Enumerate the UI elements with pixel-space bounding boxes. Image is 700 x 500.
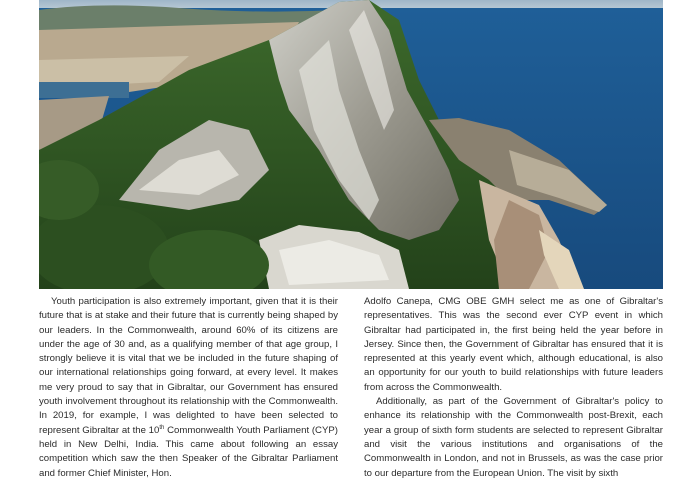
- paragraph-text: Youth participation is also extremely important, given that it is their future that is at stake and their future that is currently being shaped by our leaders. In the Commonwealth, around 60% of its citizens are under the age of 30 and, as a qualifying member of that age group, I strongly believe it is vital that we be included in the future shaping of our international relationships going forward, at every level. It makes me very proud to say that in Gibraltar, our Government has ensured youth involvement throughout its relationship with the Commonwealth. In 2019, for example, I was delighted to have been selected to represent Gibraltar at the 10: [39, 296, 338, 436]
- left-column: [39, 295, 338, 500]
- gibraltar-rock-photo: [39, 0, 663, 289]
- superscript: th: [159, 424, 165, 431]
- article-body: [39, 295, 663, 500]
- right-column: [364, 295, 663, 500]
- paragraph: [39, 295, 338, 481]
- gibraltar-rock-landscape-icon: [39, 0, 663, 289]
- paragraph: Additionally, as part of the Government of Gibraltar's policy to enhance its relationship with the Commonwealth post-Brexit, each year a group of sixth form students are selected to represent Gibraltar and visit the various institutions and organisations of the Commonwealth in London, and not in Brussels, as was the case prior to our departure from the European Union. The visit by sixth: [364, 396, 663, 479]
- paragraph-text: Commonwealth Youth Parliament (CYP) held in New Delhi, India. This came about following an essay competition which saw the then Speaker of the Gibraltar Parliament and former Chief Minister, Hon.: [39, 424, 338, 479]
- paragraph: Adolfo Canepa, CMG OBE GMH select me as one of Gibraltar's representatives. This was the second ever CYP event in which Gibraltar had participated in, the first being held the year before in Jersey. Since then, the Government of Gibraltar has ensured that it is represented at this yearly event which, although educational, is also an opportunity for our youth to build relationships with future leaders from across the Commonwealth.: [364, 296, 663, 393]
